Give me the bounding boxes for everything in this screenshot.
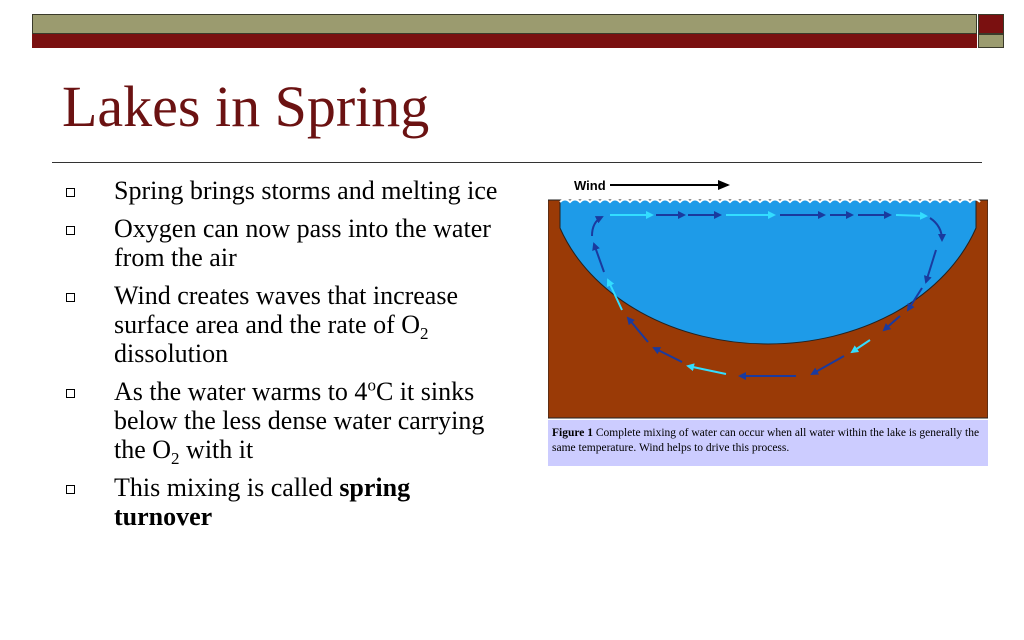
square-bullet-icon (66, 188, 75, 197)
header-bar-red (32, 34, 977, 48)
bullet-text-bold: spring turnover (114, 473, 411, 531)
caption-text: Complete mixing of water can occur when all water within the lake is generally the same temperature. Wind helps to drive this process. (552, 427, 980, 454)
square-bullet-icon (66, 226, 75, 235)
bullet-text-pre: Wind creates waves that increase surface area and the rate of O (114, 281, 459, 339)
bullet-text-post: dissolution (114, 339, 229, 368)
header-square-red (978, 14, 1004, 34)
caption-label: Figure 1 (552, 427, 593, 439)
title-divider (52, 162, 982, 163)
bullet-text-pre: As the water warms to 4 (114, 377, 368, 406)
square-bullet-icon (66, 485, 75, 494)
subscript: 2 (420, 324, 429, 344)
square-bullet-icon (66, 389, 75, 398)
header-bar-olive (32, 14, 977, 34)
superscript: o (367, 375, 376, 395)
flow-arrow-icon (896, 215, 926, 216)
bullet-text: Oxygen can now pass into the water from the air (114, 214, 491, 272)
figure-caption (548, 420, 988, 466)
bullet-text-mid: C it sinks below the less dense water carrying the O (114, 377, 485, 464)
bullet-text: Spring brings storms and melting ice (114, 176, 498, 205)
bullet-text-post: with it (179, 435, 254, 464)
slide-title: Lakes in Spring (62, 74, 430, 139)
wind-label: Wind (574, 178, 606, 193)
header-square-olive (978, 34, 1004, 48)
bullet-item (62, 473, 502, 531)
square-bullet-icon (66, 293, 75, 302)
bullet-item (62, 375, 502, 469)
bullet-item (62, 214, 502, 272)
bullet-item (62, 281, 502, 368)
bullet-item (62, 176, 502, 205)
bullet-text-pre: This mixing is called (114, 473, 340, 502)
bullet-list (62, 176, 502, 540)
subscript: 2 (171, 449, 180, 469)
